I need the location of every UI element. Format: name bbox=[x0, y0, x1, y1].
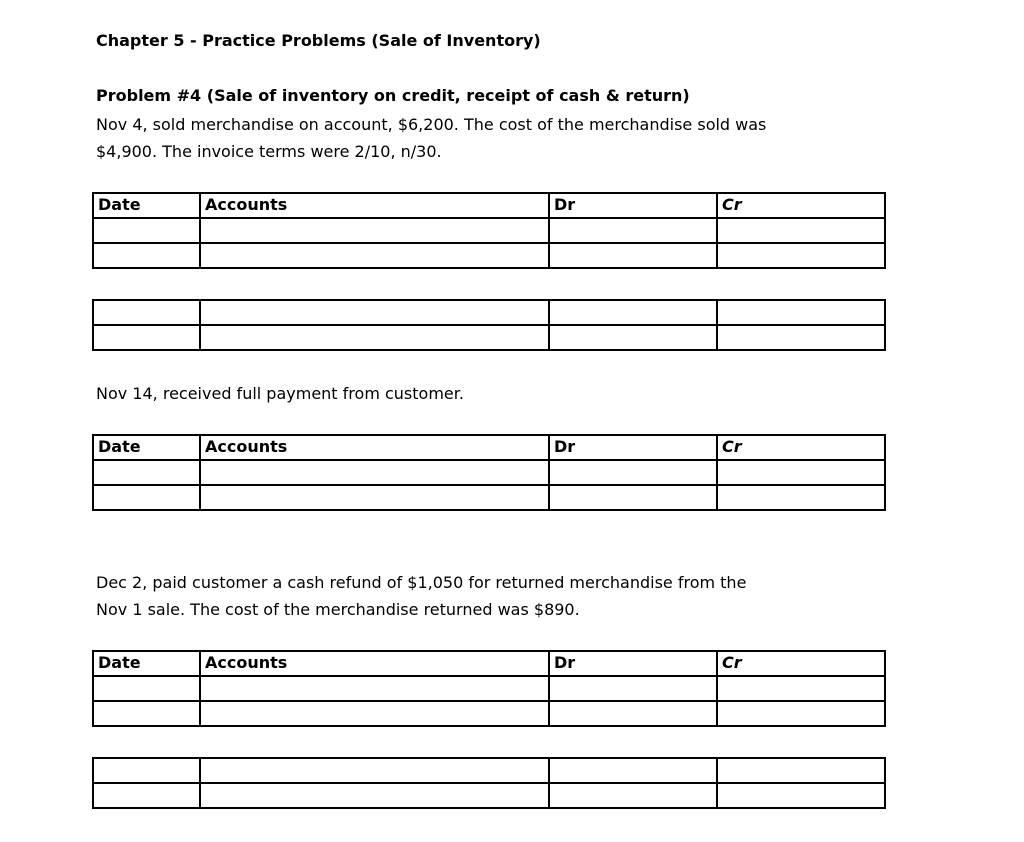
header-accounts: Accounts bbox=[200, 193, 549, 218]
date-cell[interactable] bbox=[93, 300, 200, 325]
cr-cell[interactable] bbox=[717, 783, 885, 808]
dr-cell[interactable] bbox=[549, 701, 717, 726]
header-cr: Cr bbox=[717, 651, 885, 676]
accounts-cell[interactable] bbox=[200, 701, 549, 726]
table-row bbox=[93, 676, 885, 701]
cr-cell[interactable] bbox=[717, 300, 885, 325]
journal-table-dec-2-cost bbox=[92, 757, 886, 809]
header-date: Date bbox=[93, 651, 200, 676]
table-row bbox=[93, 758, 885, 783]
page-title: Chapter 5 - Practice Problems (Sale of Inventory) bbox=[96, 31, 541, 50]
journal-table-nov-4 bbox=[92, 192, 886, 269]
date-cell[interactable] bbox=[93, 783, 200, 808]
table-row bbox=[93, 701, 885, 726]
date-cell[interactable] bbox=[93, 325, 200, 350]
accounts-cell[interactable] bbox=[200, 460, 549, 485]
accounts-cell[interactable] bbox=[200, 243, 549, 268]
header-accounts: Accounts bbox=[200, 435, 549, 460]
header-dr: Dr bbox=[549, 193, 717, 218]
date-cell[interactable] bbox=[93, 460, 200, 485]
dr-cell[interactable] bbox=[549, 758, 717, 783]
accounts-cell[interactable] bbox=[200, 300, 549, 325]
header-dr: Dr bbox=[549, 651, 717, 676]
header-date: Date bbox=[93, 193, 200, 218]
accounts-cell[interactable] bbox=[200, 676, 549, 701]
table-header-row bbox=[93, 435, 885, 460]
problem-heading: Problem #4 (Sale of inventory on credit, receipt of cash & return) bbox=[96, 86, 690, 105]
problem-description-line-1: Nov 4, sold merchandise on account, $6,200. The cost of the merchandise sold was bbox=[96, 115, 767, 134]
table-row bbox=[93, 485, 885, 510]
table-row bbox=[93, 300, 885, 325]
date-cell[interactable] bbox=[93, 485, 200, 510]
accounts-cell[interactable] bbox=[200, 758, 549, 783]
date-cell[interactable] bbox=[93, 676, 200, 701]
journal-table-nov-14 bbox=[92, 434, 886, 511]
accounts-cell[interactable] bbox=[200, 485, 549, 510]
cr-cell[interactable] bbox=[717, 325, 885, 350]
accounts-cell[interactable] bbox=[200, 783, 549, 808]
dr-cell[interactable] bbox=[549, 325, 717, 350]
cr-cell[interactable] bbox=[717, 485, 885, 510]
journal-table-dec-2 bbox=[92, 650, 886, 727]
cr-cell[interactable] bbox=[717, 218, 885, 243]
table-row bbox=[93, 243, 885, 268]
cr-cell[interactable] bbox=[717, 758, 885, 783]
header-date: Date bbox=[93, 435, 200, 460]
accounts-cell[interactable] bbox=[200, 218, 549, 243]
dr-cell[interactable] bbox=[549, 783, 717, 808]
cr-cell[interactable] bbox=[717, 243, 885, 268]
header-accounts: Accounts bbox=[200, 651, 549, 676]
header-dr: Dr bbox=[549, 435, 717, 460]
table-header-row bbox=[93, 651, 885, 676]
date-cell[interactable] bbox=[93, 243, 200, 268]
dr-cell[interactable] bbox=[549, 485, 717, 510]
date-cell[interactable] bbox=[93, 218, 200, 243]
header-cr: Cr bbox=[717, 435, 885, 460]
event-dec-2-line-1: Dec 2, paid customer a cash refund of $1,050 for returned merchandise from the bbox=[96, 573, 747, 592]
header-cr: Cr bbox=[717, 193, 885, 218]
date-cell[interactable] bbox=[93, 758, 200, 783]
dr-cell[interactable] bbox=[549, 676, 717, 701]
journal-table-nov-4-cost bbox=[92, 299, 886, 351]
dr-cell[interactable] bbox=[549, 243, 717, 268]
date-cell[interactable] bbox=[93, 701, 200, 726]
event-dec-2-line-2: Nov 1 sale. The cost of the merchandise returned was $890. bbox=[96, 600, 580, 619]
table-row bbox=[93, 218, 885, 243]
table-header-row bbox=[93, 193, 885, 218]
cr-cell[interactable] bbox=[717, 676, 885, 701]
event-nov-14-text: Nov 14, received full payment from customer. bbox=[96, 384, 464, 403]
accounts-cell[interactable] bbox=[200, 325, 549, 350]
table-row bbox=[93, 325, 885, 350]
dr-cell[interactable] bbox=[549, 218, 717, 243]
dr-cell[interactable] bbox=[549, 460, 717, 485]
cr-cell[interactable] bbox=[717, 701, 885, 726]
table-row bbox=[93, 460, 885, 485]
dr-cell[interactable] bbox=[549, 300, 717, 325]
table-row bbox=[93, 783, 885, 808]
problem-description-line-2: $4,900. The invoice terms were 2/10, n/30. bbox=[96, 142, 442, 161]
cr-cell[interactable] bbox=[717, 460, 885, 485]
